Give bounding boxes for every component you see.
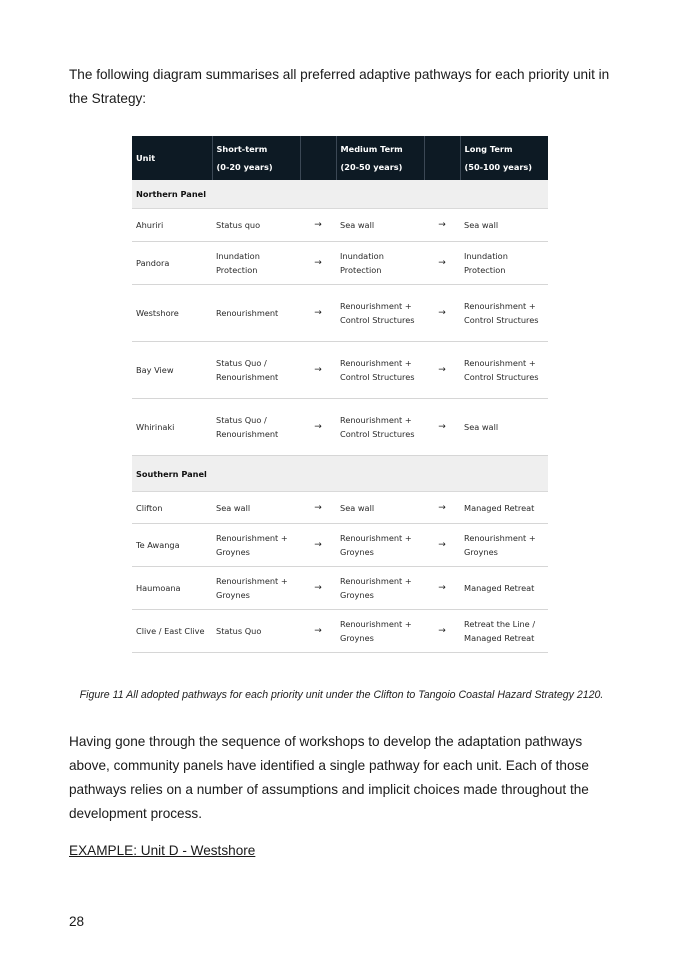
header-arrow-spacer (424, 136, 460, 180)
arrow-icon: → (424, 285, 460, 342)
table-row (132, 285, 548, 342)
short-term-cell: Renourishment + Groynes (212, 524, 300, 567)
panel-row-northern (132, 180, 548, 209)
panel-label: Northern Panel (132, 180, 548, 209)
medium-term-cell: Sea wall (336, 209, 424, 242)
short-term-cell: Inundation Protection (212, 242, 300, 285)
medium-term-cell: Renourishment + Control Structures (336, 342, 424, 399)
short-term-cell: Sea wall (212, 492, 300, 524)
header-medium-term: Medium Term (20-50 years) (336, 136, 424, 180)
panel-label: Southern Panel (132, 456, 548, 492)
figure-caption: Figure 11 All adopted pathways for each priority unit under the Clifton to Tangoio Coastal Hazard Strategy 2120. (79, 689, 604, 701)
arrow-icon: → (300, 209, 336, 242)
unit-cell: Westshore (132, 285, 212, 342)
short-term-cell: Status Quo / Renourishment (212, 342, 300, 399)
short-term-cell: Renourishment (212, 285, 300, 342)
unit-cell: Clifton (132, 492, 212, 524)
long-term-cell: Renourishment + Control Structures (460, 285, 548, 342)
arrow-icon: → (424, 242, 460, 285)
arrow-icon: → (300, 610, 336, 653)
unit-cell: Haumoana (132, 567, 212, 610)
medium-term-cell: Inundation Protection (336, 242, 424, 285)
long-term-cell: Sea wall (460, 399, 548, 456)
adaptive-pathways-figure (132, 136, 540, 653)
header-arrow-spacer (300, 136, 336, 180)
arrow-icon: → (300, 524, 336, 567)
table-row (132, 209, 548, 242)
arrow-icon: → (424, 567, 460, 610)
long-term-cell: Renourishment + Control Structures (460, 342, 548, 399)
medium-term-cell: Renourishment + Control Structures (336, 399, 424, 456)
arrow-icon: → (300, 492, 336, 524)
arrow-icon: → (424, 399, 460, 456)
long-term-cell: Retreat the Line / Managed Retreat (460, 610, 548, 653)
unit-cell: Ahuriri (132, 209, 212, 242)
table-row (132, 492, 548, 524)
medium-term-cell: Renourishment + Groynes (336, 567, 424, 610)
arrow-icon: → (424, 342, 460, 399)
medium-term-cell: Renourishment + Control Structures (336, 285, 424, 342)
long-term-cell: Renourishment + Groynes (460, 524, 548, 567)
table-row (132, 242, 548, 285)
short-term-cell: Status Quo / Renourishment (212, 399, 300, 456)
page-number: 28 (69, 914, 85, 929)
long-term-cell: Managed Retreat (460, 492, 548, 524)
unit-cell: Bay View (132, 342, 212, 399)
unit-cell: Clive / East Clive (132, 610, 212, 653)
panel-row-southern (132, 456, 548, 492)
header-long-term: Long Term (50-100 years) (460, 136, 548, 180)
table-row (132, 399, 548, 456)
long-term-cell: Sea wall (460, 209, 548, 242)
short-term-cell: Renourishment + Groynes (212, 567, 300, 610)
medium-term-cell: Renourishment + Groynes (336, 524, 424, 567)
medium-term-cell: Renourishment + Groynes (336, 610, 424, 653)
example-heading: EXAMPLE: Unit D - Westshore (69, 843, 256, 858)
table-row (132, 524, 548, 567)
medium-term-cell: Sea wall (336, 492, 424, 524)
arrow-icon: → (300, 567, 336, 610)
long-term-cell: Managed Retreat (460, 567, 548, 610)
arrow-icon: → (300, 342, 336, 399)
short-term-cell: Status Quo (212, 610, 300, 653)
table-row (132, 610, 548, 653)
intro-paragraph: The following diagram summarises all preferred adaptive pathways for each priority unit in the Strategy: (69, 67, 610, 106)
table-header-row (132, 136, 548, 180)
unit-cell: Te Awanga (132, 524, 212, 567)
header-unit: Unit (132, 136, 212, 180)
table-row (132, 342, 548, 399)
arrow-icon: → (300, 399, 336, 456)
arrow-icon: → (424, 209, 460, 242)
adaptive-pathways-table (132, 136, 548, 653)
arrow-icon: → (300, 285, 336, 342)
long-term-cell: Inundation Protection (460, 242, 548, 285)
arrow-icon: → (424, 492, 460, 524)
body-paragraph: Having gone through the sequence of workshops to develop the adaptation pathways above, community panels have identified a single pathway for each unit. Each of those pathways relies on a number of assumptions and implicit choices made throughout the development process. (69, 734, 589, 821)
arrow-icon: → (424, 610, 460, 653)
header-short-term: Short-term (0-20 years) (212, 136, 300, 180)
arrow-icon: → (424, 524, 460, 567)
short-term-cell: Status quo (212, 209, 300, 242)
table-row (132, 567, 548, 610)
unit-cell: Pandora (132, 242, 212, 285)
arrow-icon: → (300, 242, 336, 285)
unit-cell: Whirinaki (132, 399, 212, 456)
